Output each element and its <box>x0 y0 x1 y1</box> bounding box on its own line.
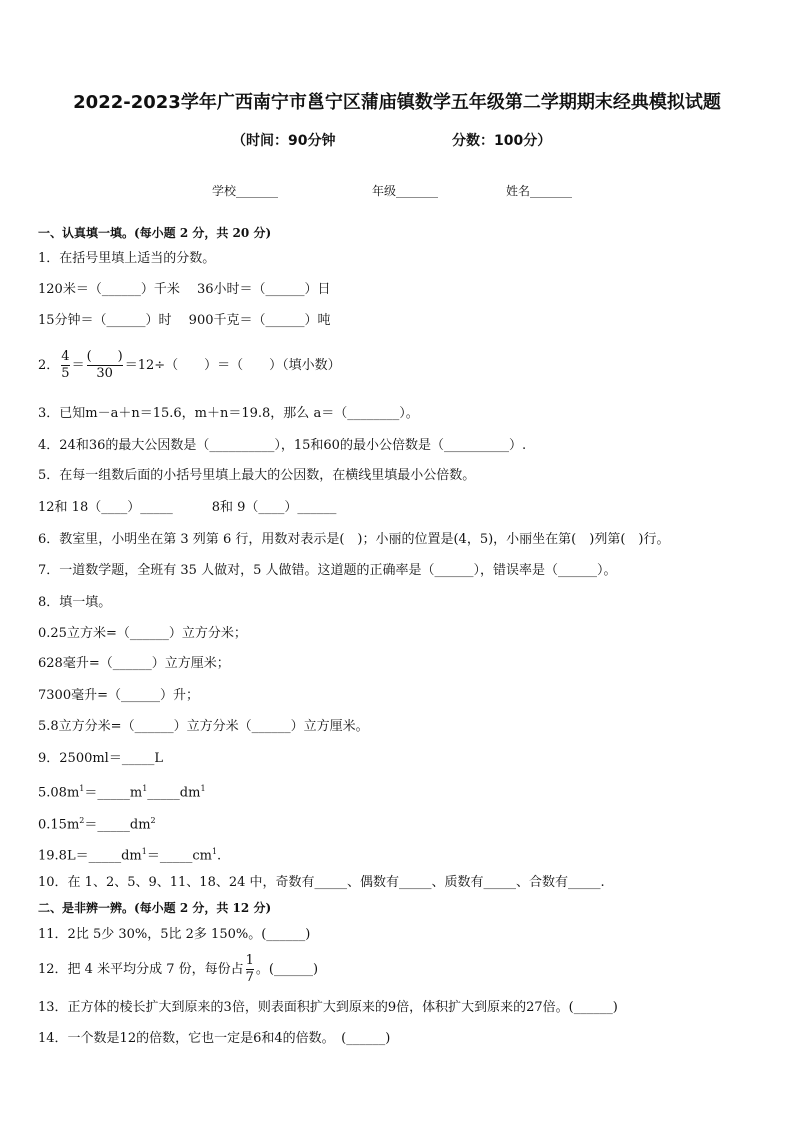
question-12 <box>38 950 318 990</box>
grade-field: 年级_______ <box>372 184 439 198</box>
q2-prefix: 2． <box>38 358 60 373</box>
question-3: 3．已知m－a＋n＝15.6，m＋n＝19.8，那么 a＝（________）。 <box>38 406 419 421</box>
question-8a: 0.25立方米=（______）立方分米； <box>38 626 247 641</box>
question-9c <box>38 843 221 865</box>
fraction-4-5 <box>61 349 69 382</box>
school-field: 学校_______ <box>212 184 279 198</box>
question-14: 14．一个数是12的倍数，它也一定是6和4的倍数。 (______) <box>38 1031 391 1046</box>
question-8: 8．填一填。 <box>38 595 112 610</box>
question-8b: 628毫升=（______）立方厘米； <box>38 656 230 671</box>
equals-sign: ＝ <box>71 358 85 373</box>
question-9a <box>38 780 206 802</box>
question-8c: 7300毫升=（______）升； <box>38 688 199 703</box>
question-6: 6．教室里，小明坐在第 3 列第 6 行，用数对表示是( )；小丽的位置是(4，5)，小丽坐在第( )列第( )行。 <box>38 532 670 547</box>
page-title: 2022-2023学年广西南宁市邕宁区蒲庙镇数学五年级第二学期期末经典模拟试题 <box>73 92 721 113</box>
question-7: 7．一道数学题，全班有 35 人做对，5 人做错。这道题的正确率是（______），错误率是（______）。 <box>38 563 617 578</box>
q9c-part: 19.8L＝_____dm <box>38 848 142 864</box>
q12-prefix: 12．把 4 米平均分成 7 份，每份占 <box>38 962 244 977</box>
question-11: 11．2比 5少 30%，5比 2多 150%。(______) <box>38 927 311 942</box>
q9b-part: 0.15m <box>38 817 80 833</box>
fraction-blank-30 <box>87 349 123 382</box>
superscript: 2 <box>150 816 156 825</box>
superscript: 1 <box>200 784 206 793</box>
exam-score: 分数：100分） <box>452 133 552 149</box>
q12-suffix: 。(______) <box>255 962 319 977</box>
superscript: 1 <box>79 784 85 793</box>
fraction-numerator: 4 <box>61 349 70 364</box>
question-4: 4．24和36的最大公因数是（__________），15和60的最小公倍数是（__________）. <box>38 438 527 453</box>
q9c-part: ＝_____cm <box>146 848 212 864</box>
fraction-1-7 <box>246 953 254 986</box>
question-8d: 5.8立方分米=（______）立方分米（______）立方厘米。 <box>38 719 369 734</box>
q9b-part: ＝_____dm <box>84 817 151 833</box>
question-1: 1．在括号里填上适当的分数。 <box>38 251 216 266</box>
q9a-part: ＝_____m <box>84 785 143 801</box>
fraction-denominator: 5 <box>61 366 70 381</box>
question-9b <box>38 812 156 834</box>
question-5: 5．在每一组数后面的小括号里填上最大的公因数，在横线里填最小公倍数。 <box>38 468 476 483</box>
fraction-numerator: 1 <box>245 953 254 968</box>
fraction-denominator: 7 <box>245 970 254 985</box>
q2-rest: ＝12÷（ ）＝（ ）（填小数） <box>124 358 341 373</box>
section-heading-1: 一、认真填一填。(每小题 2 分，共 20 分) <box>38 226 272 240</box>
question-9: 9．2500ml＝_____L <box>38 751 163 766</box>
question-5a: 12和 18（____）_____ 8和 9（____）______ <box>38 500 337 515</box>
name-field: 姓名_______ <box>506 184 573 198</box>
q9a-part: _____dm <box>147 785 201 801</box>
fraction-numerator: ( ) <box>86 349 123 364</box>
q9a-part: 5.08m <box>38 785 80 801</box>
section-heading-2: 二、是非辨一辨。(每小题 2 分，共 12 分) <box>38 901 272 915</box>
fraction-denominator: 30 <box>96 366 113 381</box>
superscript: 1 <box>141 847 147 856</box>
superscript: 1 <box>211 847 218 856</box>
superscript: 1 <box>142 784 148 793</box>
superscript: 2 <box>79 816 85 825</box>
q9c-part: . <box>217 848 222 864</box>
question-1a: 120米＝（______）千米 36小时＝（______）日 <box>38 282 331 297</box>
question-1b: 15分钟＝（______）时 900千克＝（______）吨 <box>38 313 331 328</box>
question-10: 10．在 1、2、5、9、11、18、24 中，奇数有_____、偶数有_____、质数有_____、合数有_____. <box>38 875 605 890</box>
question-2 <box>38 346 341 386</box>
exam-time: （时间：90分钟 <box>232 133 336 149</box>
question-13: 13．正方体的棱长扩大到原来的3倍，则表面积扩大到原来的9倍，体积扩大到原来的27倍。(______) <box>38 1000 618 1015</box>
